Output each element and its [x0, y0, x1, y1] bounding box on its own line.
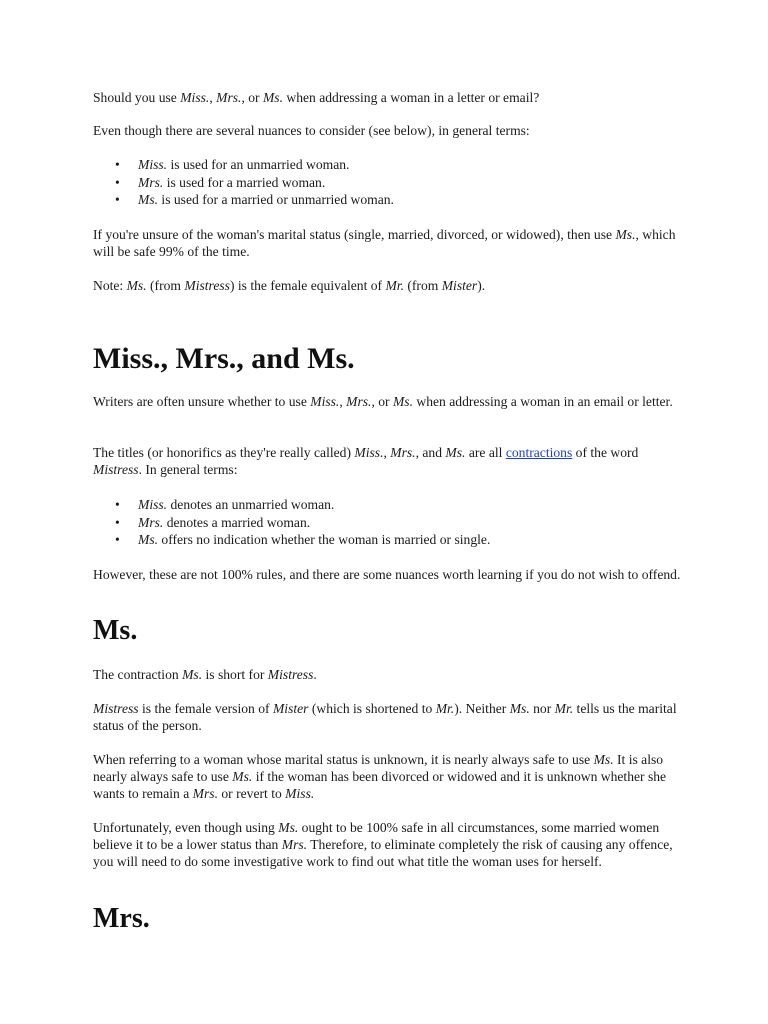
contractions-link[interactable]: contractions [505, 445, 573, 460]
term: Miss. [180, 90, 210, 105]
section-heading-miss-mrs-ms: Miss., Mrs., and Ms. [93, 342, 355, 375]
text: If you're unsure of the woman's marital status (single, married, divorced, or widowed), then use [93, 227, 616, 242]
text: The contraction [93, 667, 183, 682]
text: denotes a married woman. [163, 514, 311, 530]
list-item [93, 496, 490, 514]
text: , [339, 394, 347, 409]
term: Mistress [184, 278, 230, 293]
text: if the woman has been divorced or widowed and it is unknown whether she wants to remain a [93, 769, 667, 801]
text: when addressing a woman in an email or letter. [413, 394, 673, 409]
intro-bullet-list [93, 156, 394, 209]
text: , or [371, 394, 393, 409]
term: Ms. [593, 752, 614, 767]
section1-titles-paragraph [93, 444, 683, 478]
intro-paragraph: Even though there are several nuances to consider (see below), in general terms: [93, 123, 530, 138]
list-item [93, 514, 490, 532]
list-item [93, 156, 394, 174]
text: Therefore, to eliminate completely the risk of causing any offence, you will need to do some investigative work to find out what title the woman uses for herself. [93, 837, 673, 869]
intro-question [93, 89, 683, 106]
text: . In general terms: [138, 462, 238, 477]
text: tells us the marital status of the person. [93, 701, 677, 733]
term: Ms. [392, 394, 413, 409]
term: Miss. [310, 394, 340, 409]
text: when addressing a woman in a letter or email? [282, 90, 540, 105]
section2-unknown-status [93, 751, 683, 802]
text: , and [415, 445, 446, 460]
list-item [93, 531, 490, 549]
section-heading-mrs: Mrs. [93, 903, 150, 934]
intro-note [93, 277, 683, 294]
term: Mister [441, 278, 478, 293]
term: Miss. [285, 786, 315, 801]
text: ). Neither [454, 701, 510, 716]
term: Ms. [182, 667, 203, 682]
text: ). [477, 278, 486, 293]
text: is used for a married or unmarried woman. [158, 192, 394, 207]
text: nor [529, 701, 555, 716]
term: Mr. [554, 701, 574, 716]
text: , [383, 445, 391, 460]
term: Mister [272, 701, 309, 716]
text: It is also nearly always safe to use [93, 752, 664, 784]
term: Ms. [278, 820, 299, 835]
intro-advice [93, 226, 683, 260]
term: Ms. [138, 192, 159, 207]
text: is short for [202, 667, 268, 682]
term: Ms. [126, 278, 147, 293]
text: is used for an unmarried woman. [167, 157, 350, 172]
section1-caveat: However, these are not 100% rules, and there are some nuances worth learning if you do not wish to offend. [93, 567, 681, 582]
term: Ms. [232, 769, 253, 784]
text: ) is the female equivalent of [229, 278, 386, 293]
text: of the word [572, 445, 639, 460]
list-item [93, 174, 394, 192]
section1-bullet-list [93, 496, 490, 549]
term: Ms. [509, 701, 530, 716]
text: ought to be 100% safe in all circumstances, some married women believe it to be a lower status than [93, 820, 660, 852]
term: Miss. [354, 445, 384, 460]
term: Mr. [385, 278, 404, 293]
term: Miss. [138, 497, 168, 512]
term: Mrs. [138, 514, 164, 530]
term: Mrs. [138, 174, 164, 190]
term: Ms. [445, 445, 466, 460]
text: is used for a married woman. [163, 174, 326, 190]
term: Mistress [93, 701, 139, 716]
term: Mrs. [216, 90, 242, 105]
section2-unfortunately [93, 819, 683, 870]
text: Unfortunately, even though using [93, 820, 279, 835]
term: Ms. [262, 90, 283, 105]
text: The titles (or honorifics as they're really called) [93, 445, 355, 460]
term: Mrs. [346, 394, 372, 409]
text: Writers are often unsure whether to use [93, 394, 311, 409]
text: (from [146, 278, 185, 293]
text: When referring to a woman whose marital status is unknown, it is nearly always safe to use [93, 752, 594, 767]
term: Mr. [435, 701, 455, 716]
term: Ms. [138, 532, 159, 547]
section1-paragraph [93, 393, 683, 410]
text: , or [241, 90, 263, 105]
text: . [313, 667, 317, 682]
list-item [93, 191, 394, 209]
term: Mistress [267, 667, 314, 682]
term: Mrs. [390, 445, 416, 460]
term: Mrs. [281, 837, 308, 852]
text: is the female version of [138, 701, 273, 716]
text: offers no indication whether the woman is married or single. [158, 532, 491, 547]
text: , which will be safe 99% of the time. [93, 227, 676, 259]
text: Note: [93, 278, 127, 293]
term: Mistress [93, 462, 139, 477]
term: Mrs. [192, 786, 218, 801]
section2-contraction [93, 666, 683, 683]
text: or revert to [217, 786, 286, 801]
text: , [209, 90, 217, 105]
text: (from [403, 278, 442, 293]
text: (which is shortened to [308, 701, 436, 716]
text: denotes an unmarried woman. [167, 497, 335, 512]
section2-mistress [93, 700, 683, 734]
text: Should you use [93, 90, 181, 105]
text: are all [465, 445, 506, 460]
term: Miss. [138, 157, 168, 172]
term: Ms. [615, 227, 636, 242]
section-heading-ms: Ms. [93, 615, 138, 646]
